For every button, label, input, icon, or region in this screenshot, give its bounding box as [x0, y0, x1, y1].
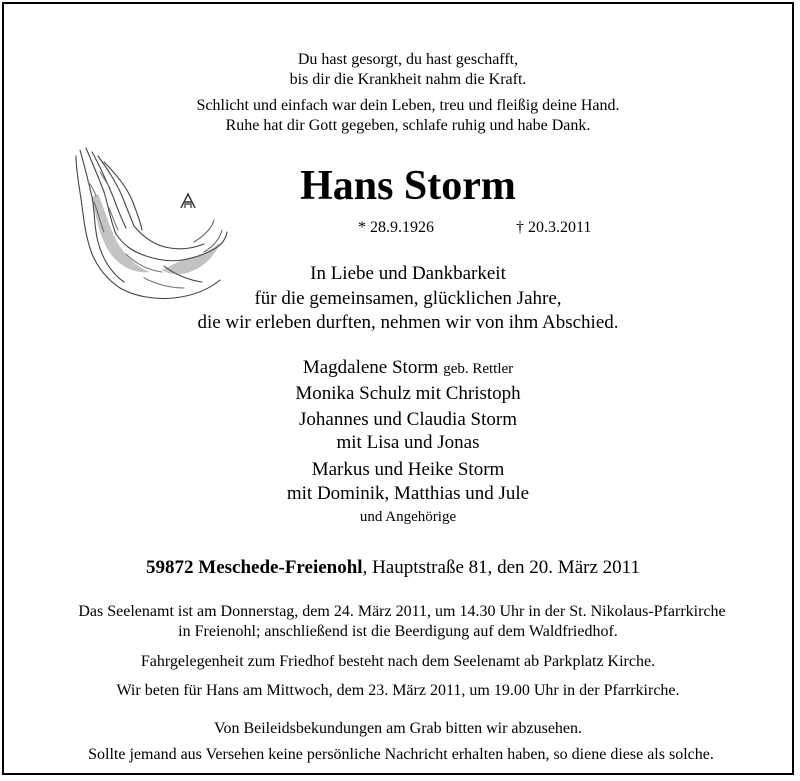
mourning-line-1: In Liebe und Dankbarkeit: [310, 263, 506, 284]
funeral-info-line: Von Beileidsbekundungen am Grab bitten wir abzusehen.: [213, 720, 583, 737]
funeral-info-line: Das Seelenamt ist am Donnerstag, dem 24. März 2011, um 14.30 Uhr in der St. Nikolaus-Pfarrkirche: [78, 603, 726, 620]
family-member: Monika Schulz mit Christoph: [295, 383, 521, 404]
location-place: 59872 Meschede-Freienohl: [146, 557, 363, 578]
family-member: mit Lisa und Jonas: [336, 432, 480, 453]
relatives-note: und Angehörige: [359, 509, 457, 525]
death-date-block: [516, 219, 591, 237]
birth-date: 28.9.1926: [370, 219, 434, 236]
funeral-info-line: Fahrgelegenheit zum Friedhof besteht nach dem Seelenamt ab Parkplatz Kirche.: [140, 653, 656, 670]
spouse-maiden-name: geb. Rettler: [443, 361, 514, 377]
poem-line-3: Schlicht und einfach war dein Leben, treu und fleißig deine Hand.: [196, 97, 620, 114]
family-member: Markus und Heike Storm: [311, 459, 505, 480]
deceased-name: Hans Storm: [300, 163, 516, 209]
death-cross-icon: †: [516, 219, 524, 236]
mourning-line-2: für die gemeinsamen, glücklichen Jahre,: [254, 288, 562, 309]
birth-date-block: [358, 219, 434, 237]
funeral-info-line: in Freienohl; anschließend ist die Beerdigung auf dem Waldfriedhof.: [178, 623, 618, 640]
mourning-line-3: die wir erleben durften, nehmen wir von ihm Abschied.: [197, 312, 619, 333]
spouse-name: Magdalene Storm: [302, 357, 439, 378]
birth-star-icon: *: [358, 219, 366, 236]
poem-line-4: Ruhe hat dir Gott gegeben, schlafe ruhig und habe Dank.: [225, 117, 591, 134]
death-date: 20.3.2011: [528, 219, 592, 236]
funeral-info-line: Sollte jemand aus Versehen keine persönliche Nachricht erhalten haben, so diene diese als solche.: [88, 746, 714, 763]
family-member: mit Dominik, Matthias und Jule: [286, 483, 530, 504]
family-member: Johannes und Claudia Storm: [299, 409, 517, 430]
location-line: [0, 557, 792, 579]
poem-line-1: Du hast gesorgt, du hast geschafft,: [297, 51, 519, 68]
obituary-notice: [2, 2, 794, 775]
funeral-info-line: Wir beten für Hans am Mittwoch, dem 23. März 2011, um 19.00 Uhr in der Pfarrkirche.: [116, 682, 680, 699]
location-address-date: , Hauptstraße 81, den 20. März 2011: [362, 557, 640, 578]
poem-line-2: bis dir die Krankheit nahm die Kraft.: [289, 71, 527, 88]
family-spouse: [24, 356, 792, 381]
